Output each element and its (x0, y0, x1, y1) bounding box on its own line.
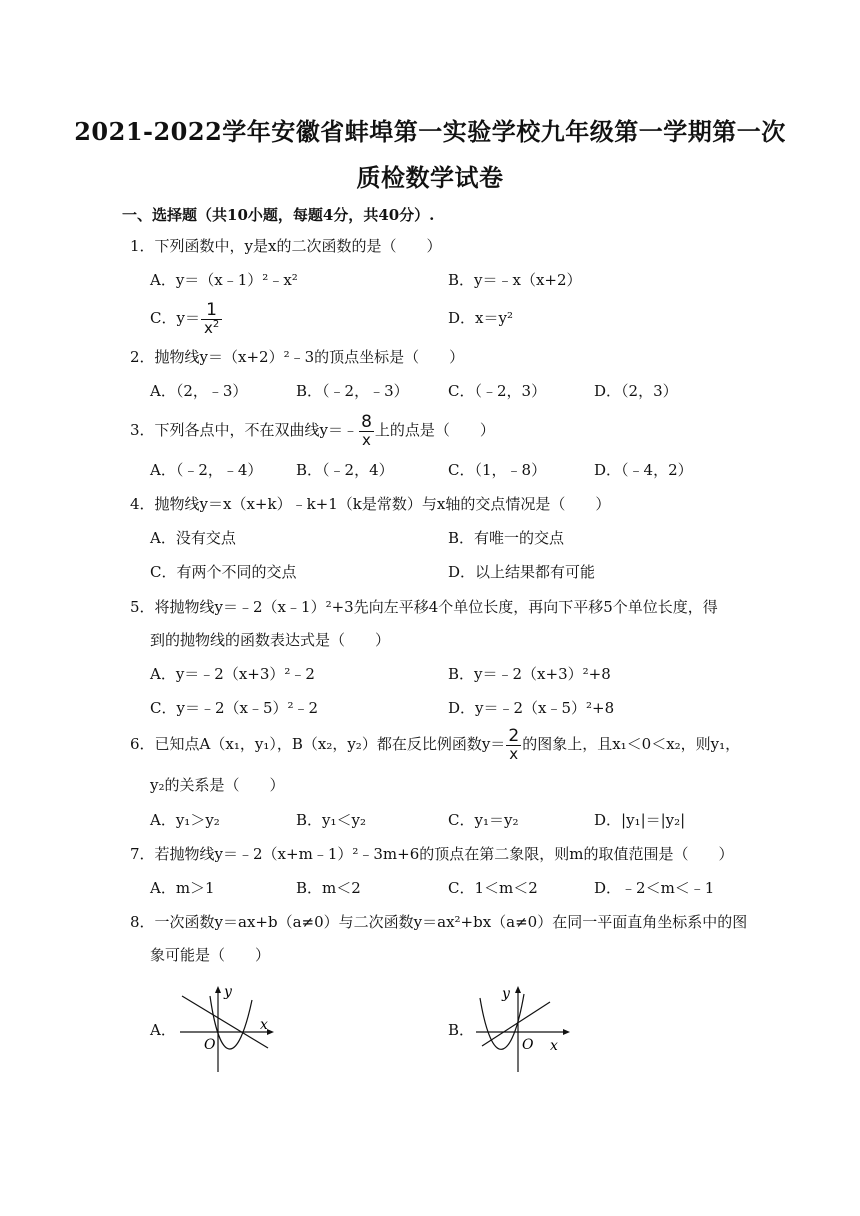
q6-option-c: C．y₁＝y₂ (448, 811, 519, 829)
q6-option-d: D．|y₁|＝|y₂| (594, 811, 686, 829)
q6-denominator: x (506, 745, 521, 762)
q1-c-denominator: x (203, 319, 213, 337)
q7-option-a: A．m＞1 (150, 879, 215, 897)
q4-stem: 4．抛物线y＝x（x+k）﹣k+1（k是常数）与x轴的交点情况是（ ） (130, 495, 611, 513)
q8-b-y-label: y (502, 986, 510, 1002)
q6-stem-suffix: 的图象上，且x₁＜0＜x₂，则y₁， (522, 735, 741, 753)
q1-option-c (150, 300, 223, 336)
q8-a-origin-label: O (204, 1037, 216, 1053)
q1-option-a: A．y＝（x﹣1）²﹣x² (150, 271, 298, 289)
q1-stem: 1．下列函数中，y是x的二次函数的是（ ） (130, 237, 442, 255)
q2-option-c: C．（﹣2，3） (448, 382, 547, 400)
q8-a-x-arrow-icon (267, 1029, 274, 1035)
q5-option-b: B．y＝﹣2（x+3）²+8 (448, 665, 611, 683)
q5-option-d: D．y＝﹣2（x﹣5）²+8 (448, 699, 615, 717)
section-heading: 一、选择题（共10小题，每题4分，共40分）. (122, 206, 435, 224)
q3-option-c: C．（1，﹣8） (448, 461, 547, 479)
q5-option-c: C．y＝﹣2（x﹣5）²﹣2 (150, 699, 319, 717)
q6-option-a: A．y₁＞y₂ (150, 811, 220, 829)
q4-option-d: D．以上结果都有可能 (448, 563, 596, 581)
q8-a-y-arrow-icon (215, 986, 221, 993)
q7-option-b: B．m＜2 (296, 879, 361, 897)
q8-a-x-label: x (260, 1017, 268, 1033)
q8-b-x-arrow-icon (563, 1029, 570, 1035)
q3-option-d: D．（﹣4，2） (594, 461, 693, 479)
q3-numerator: 8 (361, 412, 372, 432)
q6-stem-line-1 (130, 726, 740, 762)
q2-option-d: D．（2，3） (594, 382, 678, 400)
q8-option-a-graph (174, 982, 280, 1078)
q6-option-b: B．y₁＜y₂ (296, 811, 366, 829)
q3-stem (130, 412, 495, 448)
q8-b-x-label: x (550, 1038, 558, 1054)
q5-option-a: A．y＝﹣2（x+3）²﹣2 (150, 665, 315, 683)
q1-option-d: D．x＝y² (448, 309, 513, 327)
q3-stem-suffix: 上的点是（ ） (374, 421, 495, 439)
q8-a-line (182, 996, 268, 1048)
q1-option-b: B．y＝﹣x（x+2） (448, 271, 582, 289)
q6-numerator: 2 (508, 726, 520, 746)
q3-fraction (359, 414, 374, 448)
q7-stem: 7．若抛物线y＝﹣2（x+m﹣1）²﹣3m+6的顶点在第二象限，则m的取值范围是（ ） (130, 845, 734, 863)
q1-c-exponent: 2 (212, 319, 220, 330)
q7-option-d: D．﹣2＜m＜﹣1 (594, 879, 715, 897)
q4-option-a: A．没有交点 (150, 529, 236, 547)
q4-option-b: B．有唯一的交点 (448, 529, 565, 547)
q8-stem-line-2: 象可能是（ ） (150, 946, 271, 964)
q3-stem-prefix: 3．下列各点中，不在双曲线y＝﹣ (130, 421, 359, 439)
q3-option-a: A．（﹣2，﹣4） (150, 461, 263, 479)
q8-option-b-label: B． (448, 1021, 475, 1039)
q1-option-c-fraction (201, 302, 222, 336)
q3-denominator: x (359, 431, 374, 448)
exam-title-line-1: 2021-2022学年安徽省蚌埠第一实验学校九年级第一学期第一次 (74, 117, 786, 146)
q7-option-c: C．1＜m＜2 (448, 879, 538, 897)
q5-stem-line-1: 5．将抛物线y＝﹣2（x﹣1）²+3先向左平移4个单位长度，再向下平移5个单位长度，得 (130, 598, 718, 616)
q2-option-a: A．（2，﹣3） (150, 382, 248, 400)
q3-option-b: B．（﹣2，4） (296, 461, 394, 479)
q8-a-parabola (210, 996, 252, 1049)
q8-a-y-label: y (224, 984, 232, 1000)
q8-option-b-graph (472, 982, 576, 1078)
q1-c-numerator: 1 (206, 300, 217, 320)
q6-stem-prefix: 6．已知点A（x₁，y₁），B（x₂，y₂）都在反比例函数y＝ (130, 735, 506, 753)
q8-option-a-label: A． (150, 1021, 176, 1039)
q6-fraction (506, 728, 521, 762)
q8-b-origin-label: O (522, 1037, 534, 1053)
q8-stem-line-1: 8．一次函数y＝ax+b（a≠0）与二次函数y＝ax²+bx（a≠0）在同一平面直角坐标系中的图 (130, 913, 748, 931)
q2-stem: 2．抛物线y＝（x+2）²﹣3的顶点坐标是（ ） (130, 348, 465, 366)
q5-stem-line-2: 到的抛物线的函数表达式是（ ） (150, 631, 391, 649)
q8-b-y-arrow-icon (515, 986, 521, 993)
q1-option-c-prefix: C．y＝ (150, 309, 200, 327)
q2-option-b: B．（﹣2，﹣3） (296, 382, 409, 400)
q8-b-line (482, 1002, 550, 1046)
q4-option-c: C．有两个不同的交点 (150, 563, 297, 581)
q6-stem-line-2: y₂的关系是（ ） (150, 776, 285, 794)
exam-title-line-2: 质检数学试卷 (356, 163, 504, 192)
